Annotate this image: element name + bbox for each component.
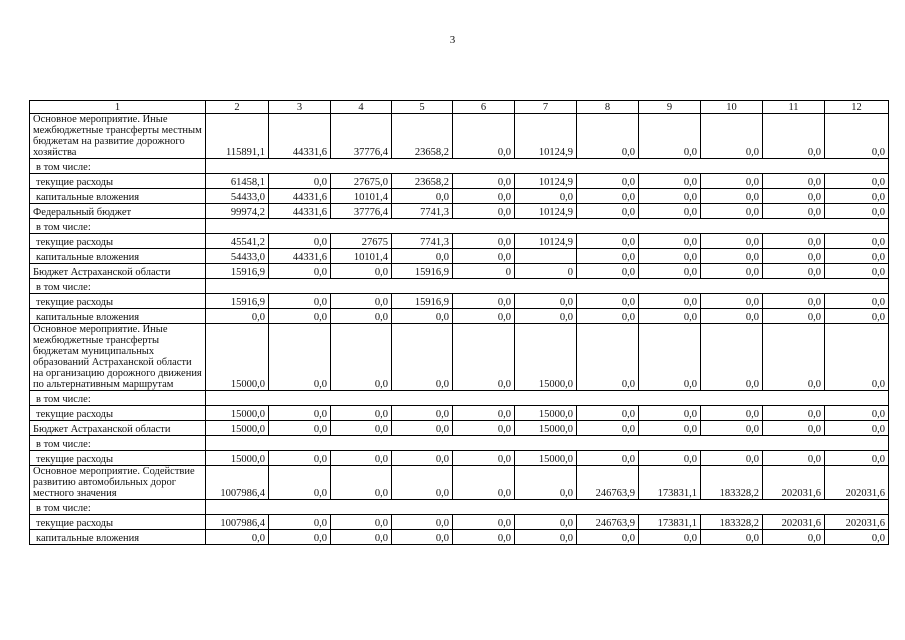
table-cell: 37776,4 bbox=[331, 204, 392, 219]
table-cell: 0,0 bbox=[763, 204, 825, 219]
row-label: Бюджет Астраханской области bbox=[30, 421, 206, 436]
table-cell: 0,0 bbox=[701, 264, 763, 279]
table-cell: 15916,9 bbox=[206, 294, 269, 309]
table-cell: 0,0 bbox=[577, 234, 639, 249]
table-row bbox=[30, 515, 889, 530]
table-row bbox=[30, 436, 889, 451]
table-cell: 54433,0 bbox=[206, 189, 269, 204]
column-header: 2 bbox=[206, 101, 269, 114]
row-label: в том числе: bbox=[30, 436, 206, 451]
table-cell: 0,0 bbox=[577, 406, 639, 421]
table-cell: 0,0 bbox=[701, 294, 763, 309]
table-cell: 0,0 bbox=[515, 309, 577, 324]
table-cell: 0,0 bbox=[763, 451, 825, 466]
table-cell: 45541,2 bbox=[206, 234, 269, 249]
table-cell: 15916,9 bbox=[392, 294, 453, 309]
table-cell: 0,0 bbox=[825, 114, 889, 159]
table-cell: 0,0 bbox=[701, 114, 763, 159]
table-cell: 0,0 bbox=[331, 451, 392, 466]
table-cell: 0,0 bbox=[269, 174, 331, 189]
table-cell: 0,0 bbox=[763, 249, 825, 264]
column-header: 12 bbox=[825, 101, 889, 114]
table-cell: 10124,9 bbox=[515, 174, 577, 189]
table-row bbox=[30, 324, 889, 391]
table-cell: 0,0 bbox=[453, 249, 515, 264]
table-cell: 0,0 bbox=[331, 324, 392, 391]
table-cell: 1007986,4 bbox=[206, 466, 269, 500]
table-cell: 27675 bbox=[331, 234, 392, 249]
table-cell: 0,0 bbox=[331, 406, 392, 421]
table-cell: 0,0 bbox=[825, 406, 889, 421]
table-cell: 0,0 bbox=[453, 234, 515, 249]
table-cell: 0,0 bbox=[763, 114, 825, 159]
table-cell: 0,0 bbox=[763, 189, 825, 204]
table-cell: 0,0 bbox=[577, 324, 639, 391]
table-cell: 0,0 bbox=[639, 114, 701, 159]
table-cell: 0,0 bbox=[639, 249, 701, 264]
table-cell: 15000,0 bbox=[206, 406, 269, 421]
table-cell: 0,0 bbox=[701, 249, 763, 264]
table-cell: 0,0 bbox=[269, 515, 331, 530]
table-cell: 37776,4 bbox=[331, 114, 392, 159]
table-cell: 0,0 bbox=[577, 294, 639, 309]
table-cell: 0,0 bbox=[269, 530, 331, 545]
table-cell: 15916,9 bbox=[392, 264, 453, 279]
table-cell: 23658,2 bbox=[392, 114, 453, 159]
table-cell: 0,0 bbox=[392, 421, 453, 436]
row-label: Бюджет Астраханской области bbox=[30, 264, 206, 279]
table-cell: 0,0 bbox=[577, 114, 639, 159]
table-cell: 0,0 bbox=[763, 421, 825, 436]
table-cell: 0,0 bbox=[453, 324, 515, 391]
table-row bbox=[30, 391, 889, 406]
row-label: текущие расходы bbox=[30, 406, 206, 421]
table-cell: 44331,6 bbox=[269, 249, 331, 264]
table-cell: 10101,4 bbox=[331, 249, 392, 264]
table-cell: 0,0 bbox=[639, 421, 701, 436]
table-cell: 0,0 bbox=[701, 204, 763, 219]
table-cell: 15916,9 bbox=[206, 264, 269, 279]
table-row bbox=[30, 530, 889, 545]
table-cell: 0,0 bbox=[639, 234, 701, 249]
table-cell: 15000,0 bbox=[515, 421, 577, 436]
table-cell: 0,0 bbox=[639, 189, 701, 204]
table-cell: 0,0 bbox=[701, 189, 763, 204]
table-row bbox=[30, 174, 889, 189]
table-row bbox=[30, 159, 889, 174]
table-cell: 202031,6 bbox=[763, 515, 825, 530]
table-cell: 0,0 bbox=[453, 174, 515, 189]
table-cell: 0,0 bbox=[515, 294, 577, 309]
table-cell: 0,0 bbox=[825, 249, 889, 264]
table-row bbox=[30, 466, 889, 500]
table-cell: 0,0 bbox=[392, 249, 453, 264]
table-cell: 0,0 bbox=[392, 451, 453, 466]
table-cell: 0,0 bbox=[763, 264, 825, 279]
empty-cell bbox=[206, 279, 889, 294]
table-cell: 0,0 bbox=[639, 204, 701, 219]
table-cell: 0,0 bbox=[269, 466, 331, 500]
row-label: капитальные вложения bbox=[30, 249, 206, 264]
table-cell: 0,0 bbox=[577, 174, 639, 189]
table-cell: 183328,2 bbox=[701, 466, 763, 500]
table-cell: 0,0 bbox=[639, 324, 701, 391]
table-cell: 0,0 bbox=[331, 530, 392, 545]
column-header: 10 bbox=[701, 101, 763, 114]
empty-cell bbox=[206, 500, 889, 515]
table-header-row bbox=[30, 101, 889, 114]
table-cell: 0,0 bbox=[331, 309, 392, 324]
budget-table bbox=[29, 100, 889, 545]
page-number: 3 bbox=[449, 34, 456, 46]
row-label: текущие расходы bbox=[30, 294, 206, 309]
table-row bbox=[30, 189, 889, 204]
table-cell: 0,0 bbox=[453, 451, 515, 466]
table-cell: 27675,0 bbox=[331, 174, 392, 189]
table-cell: 0,0 bbox=[825, 189, 889, 204]
table-cell: 0,0 bbox=[763, 174, 825, 189]
table-cell: 0,0 bbox=[206, 530, 269, 545]
table-row bbox=[30, 279, 889, 294]
table-cell: 0,0 bbox=[577, 530, 639, 545]
table-cell: 15000,0 bbox=[515, 324, 577, 391]
row-label: в том числе: bbox=[30, 391, 206, 406]
table-cell: 0,0 bbox=[701, 309, 763, 324]
column-header: 3 bbox=[269, 101, 331, 114]
table-cell: 15000,0 bbox=[206, 421, 269, 436]
table-cell: 0,0 bbox=[453, 530, 515, 545]
table-cell: 0,0 bbox=[825, 204, 889, 219]
table-cell: 0,0 bbox=[453, 294, 515, 309]
row-label: Основное мероприятие. Иные межбюджетные трансферты местным бюджетам на развитие дорожного хозяйства bbox=[30, 114, 206, 159]
table-cell: 0,0 bbox=[577, 451, 639, 466]
table-cell: 44331,6 bbox=[269, 189, 331, 204]
row-label: в том числе: bbox=[30, 279, 206, 294]
row-label: Основное мероприятие. Иные межбюджетные трансферты бюджетам муниципальных образований Астраханской области на организацию дорожного движения по альтернативным маршрутам bbox=[30, 324, 206, 391]
table-cell: 0,0 bbox=[825, 324, 889, 391]
table-cell: 0,0 bbox=[701, 234, 763, 249]
table-row bbox=[30, 294, 889, 309]
table-cell: 0,0 bbox=[701, 174, 763, 189]
row-label: текущие расходы bbox=[30, 174, 206, 189]
table-cell: 0,0 bbox=[639, 530, 701, 545]
table-cell: 0,0 bbox=[392, 515, 453, 530]
table-cell: 0,0 bbox=[269, 421, 331, 436]
empty-cell bbox=[206, 391, 889, 406]
table-row bbox=[30, 249, 889, 264]
table-cell: 10101,4 bbox=[331, 189, 392, 204]
table-cell: 0,0 bbox=[825, 234, 889, 249]
table-row bbox=[30, 309, 889, 324]
table-cell: 99974,2 bbox=[206, 204, 269, 219]
row-label: капитальные вложения bbox=[30, 530, 206, 545]
table-cell: 0,0 bbox=[515, 515, 577, 530]
table-cell: 0,0 bbox=[825, 309, 889, 324]
table-cell: 115891,1 bbox=[206, 114, 269, 159]
table-cell: 7741,3 bbox=[392, 234, 453, 249]
table-cell: 0,0 bbox=[331, 515, 392, 530]
table-cell: 246763,9 bbox=[577, 515, 639, 530]
table-row bbox=[30, 421, 889, 436]
column-header: 5 bbox=[392, 101, 453, 114]
table-row bbox=[30, 264, 889, 279]
table-cell: 173831,1 bbox=[639, 515, 701, 530]
table-cell: 202031,6 bbox=[825, 515, 889, 530]
table-cell: 0,0 bbox=[577, 421, 639, 436]
table-cell: 246763,9 bbox=[577, 466, 639, 500]
table-cell: 202031,6 bbox=[825, 466, 889, 500]
table-cell: 183328,2 bbox=[701, 515, 763, 530]
table-row bbox=[30, 406, 889, 421]
table-cell: 173831,1 bbox=[639, 466, 701, 500]
table-cell: 0,0 bbox=[701, 451, 763, 466]
table-cell: 0,0 bbox=[392, 309, 453, 324]
table-cell: 0,0 bbox=[453, 114, 515, 159]
table-cell: 0,0 bbox=[269, 264, 331, 279]
table-cell: 10124,9 bbox=[515, 114, 577, 159]
table-cell: 15000,0 bbox=[206, 451, 269, 466]
table-cell: 0,0 bbox=[825, 294, 889, 309]
table-cell: 0,0 bbox=[331, 466, 392, 500]
table-cell: 0,0 bbox=[331, 264, 392, 279]
empty-cell bbox=[206, 159, 889, 174]
table-cell bbox=[515, 249, 577, 264]
row-label: текущие расходы bbox=[30, 515, 206, 530]
table-cell: 0,0 bbox=[453, 466, 515, 500]
table-cell: 202031,6 bbox=[763, 466, 825, 500]
table-cell: 0,0 bbox=[825, 174, 889, 189]
table-cell: 0,0 bbox=[269, 406, 331, 421]
table-cell: 0,0 bbox=[639, 264, 701, 279]
table-cell: 0,0 bbox=[453, 406, 515, 421]
row-label: текущие расходы bbox=[30, 234, 206, 249]
table-cell: 0,0 bbox=[515, 530, 577, 545]
table-cell: 23658,2 bbox=[392, 174, 453, 189]
row-label: Основное мероприятие. Содействие развитию автомобильных дорог местного значения bbox=[30, 466, 206, 500]
table-cell: 0,0 bbox=[639, 406, 701, 421]
table-cell: 0,0 bbox=[763, 294, 825, 309]
table-cell: 0,0 bbox=[453, 421, 515, 436]
column-header: 6 bbox=[453, 101, 515, 114]
table-row bbox=[30, 234, 889, 249]
table-cell: 0,0 bbox=[577, 309, 639, 324]
table-cell: 0 bbox=[453, 264, 515, 279]
table-cell: 0,0 bbox=[269, 324, 331, 391]
table-cell: 0,0 bbox=[825, 451, 889, 466]
table-cell: 0,0 bbox=[269, 309, 331, 324]
column-header: 1 bbox=[30, 101, 206, 114]
table-cell: 0,0 bbox=[392, 189, 453, 204]
table-cell: 0,0 bbox=[515, 189, 577, 204]
empty-cell bbox=[206, 436, 889, 451]
table-cell: 0,0 bbox=[639, 451, 701, 466]
row-label: в том числе: bbox=[30, 500, 206, 515]
table-cell: 0,0 bbox=[515, 466, 577, 500]
table-cell: 0,0 bbox=[763, 406, 825, 421]
table-cell: 0,0 bbox=[577, 264, 639, 279]
table-cell: 1007986,4 bbox=[206, 515, 269, 530]
column-header: 8 bbox=[577, 101, 639, 114]
table-cell: 7741,3 bbox=[392, 204, 453, 219]
table-cell: 0,0 bbox=[763, 234, 825, 249]
table-cell: 0,0 bbox=[639, 309, 701, 324]
table-cell: 0,0 bbox=[392, 466, 453, 500]
table-cell: 0,0 bbox=[453, 515, 515, 530]
table-cell: 10124,9 bbox=[515, 234, 577, 249]
table-cell: 0,0 bbox=[577, 249, 639, 264]
table-cell: 0,0 bbox=[392, 406, 453, 421]
column-header: 11 bbox=[763, 101, 825, 114]
table-cell: 61458,1 bbox=[206, 174, 269, 189]
row-label: в том числе: bbox=[30, 219, 206, 234]
table-cell: 0,0 bbox=[825, 264, 889, 279]
table-cell: 0,0 bbox=[331, 294, 392, 309]
table-row bbox=[30, 500, 889, 515]
table-row bbox=[30, 204, 889, 219]
table-cell: 0,0 bbox=[269, 451, 331, 466]
table-cell: 0,0 bbox=[269, 234, 331, 249]
table-cell: 0,0 bbox=[392, 530, 453, 545]
column-header: 9 bbox=[639, 101, 701, 114]
table-cell: 44331,6 bbox=[269, 114, 331, 159]
table-cell: 0,0 bbox=[392, 324, 453, 391]
row-label: текущие расходы bbox=[30, 451, 206, 466]
table-cell: 0,0 bbox=[701, 421, 763, 436]
table-cell: 0,0 bbox=[577, 189, 639, 204]
table-cell: 0,0 bbox=[763, 530, 825, 545]
table-cell: 0,0 bbox=[453, 309, 515, 324]
table-cell: 0,0 bbox=[763, 309, 825, 324]
table-cell: 15000,0 bbox=[515, 451, 577, 466]
column-header: 4 bbox=[331, 101, 392, 114]
table-cell: 10124,9 bbox=[515, 204, 577, 219]
empty-cell bbox=[206, 219, 889, 234]
table-cell: 0,0 bbox=[639, 294, 701, 309]
table-cell: 0,0 bbox=[577, 204, 639, 219]
table-row bbox=[30, 451, 889, 466]
table-cell: 15000,0 bbox=[206, 324, 269, 391]
table-cell: 0 bbox=[515, 264, 577, 279]
table-cell: 0,0 bbox=[701, 406, 763, 421]
table-cell: 0,0 bbox=[639, 174, 701, 189]
row-label: капитальные вложения bbox=[30, 189, 206, 204]
table-cell: 0,0 bbox=[763, 324, 825, 391]
column-header: 7 bbox=[515, 101, 577, 114]
table-cell: 0,0 bbox=[701, 324, 763, 391]
row-label: Федеральный бюджет bbox=[30, 204, 206, 219]
table-cell: 0,0 bbox=[453, 189, 515, 204]
table-cell: 0,0 bbox=[206, 309, 269, 324]
table-cell: 0,0 bbox=[701, 530, 763, 545]
table-cell: 0,0 bbox=[331, 421, 392, 436]
table-cell: 54433,0 bbox=[206, 249, 269, 264]
row-label: капитальные вложения bbox=[30, 309, 206, 324]
table-cell: 15000,0 bbox=[515, 406, 577, 421]
table-cell: 0,0 bbox=[269, 294, 331, 309]
table-cell: 0,0 bbox=[825, 421, 889, 436]
table-row bbox=[30, 219, 889, 234]
table-cell: 44331,6 bbox=[269, 204, 331, 219]
row-label: в том числе: bbox=[30, 159, 206, 174]
table-cell: 0,0 bbox=[825, 530, 889, 545]
table-row bbox=[30, 114, 889, 159]
table-cell: 0,0 bbox=[453, 204, 515, 219]
